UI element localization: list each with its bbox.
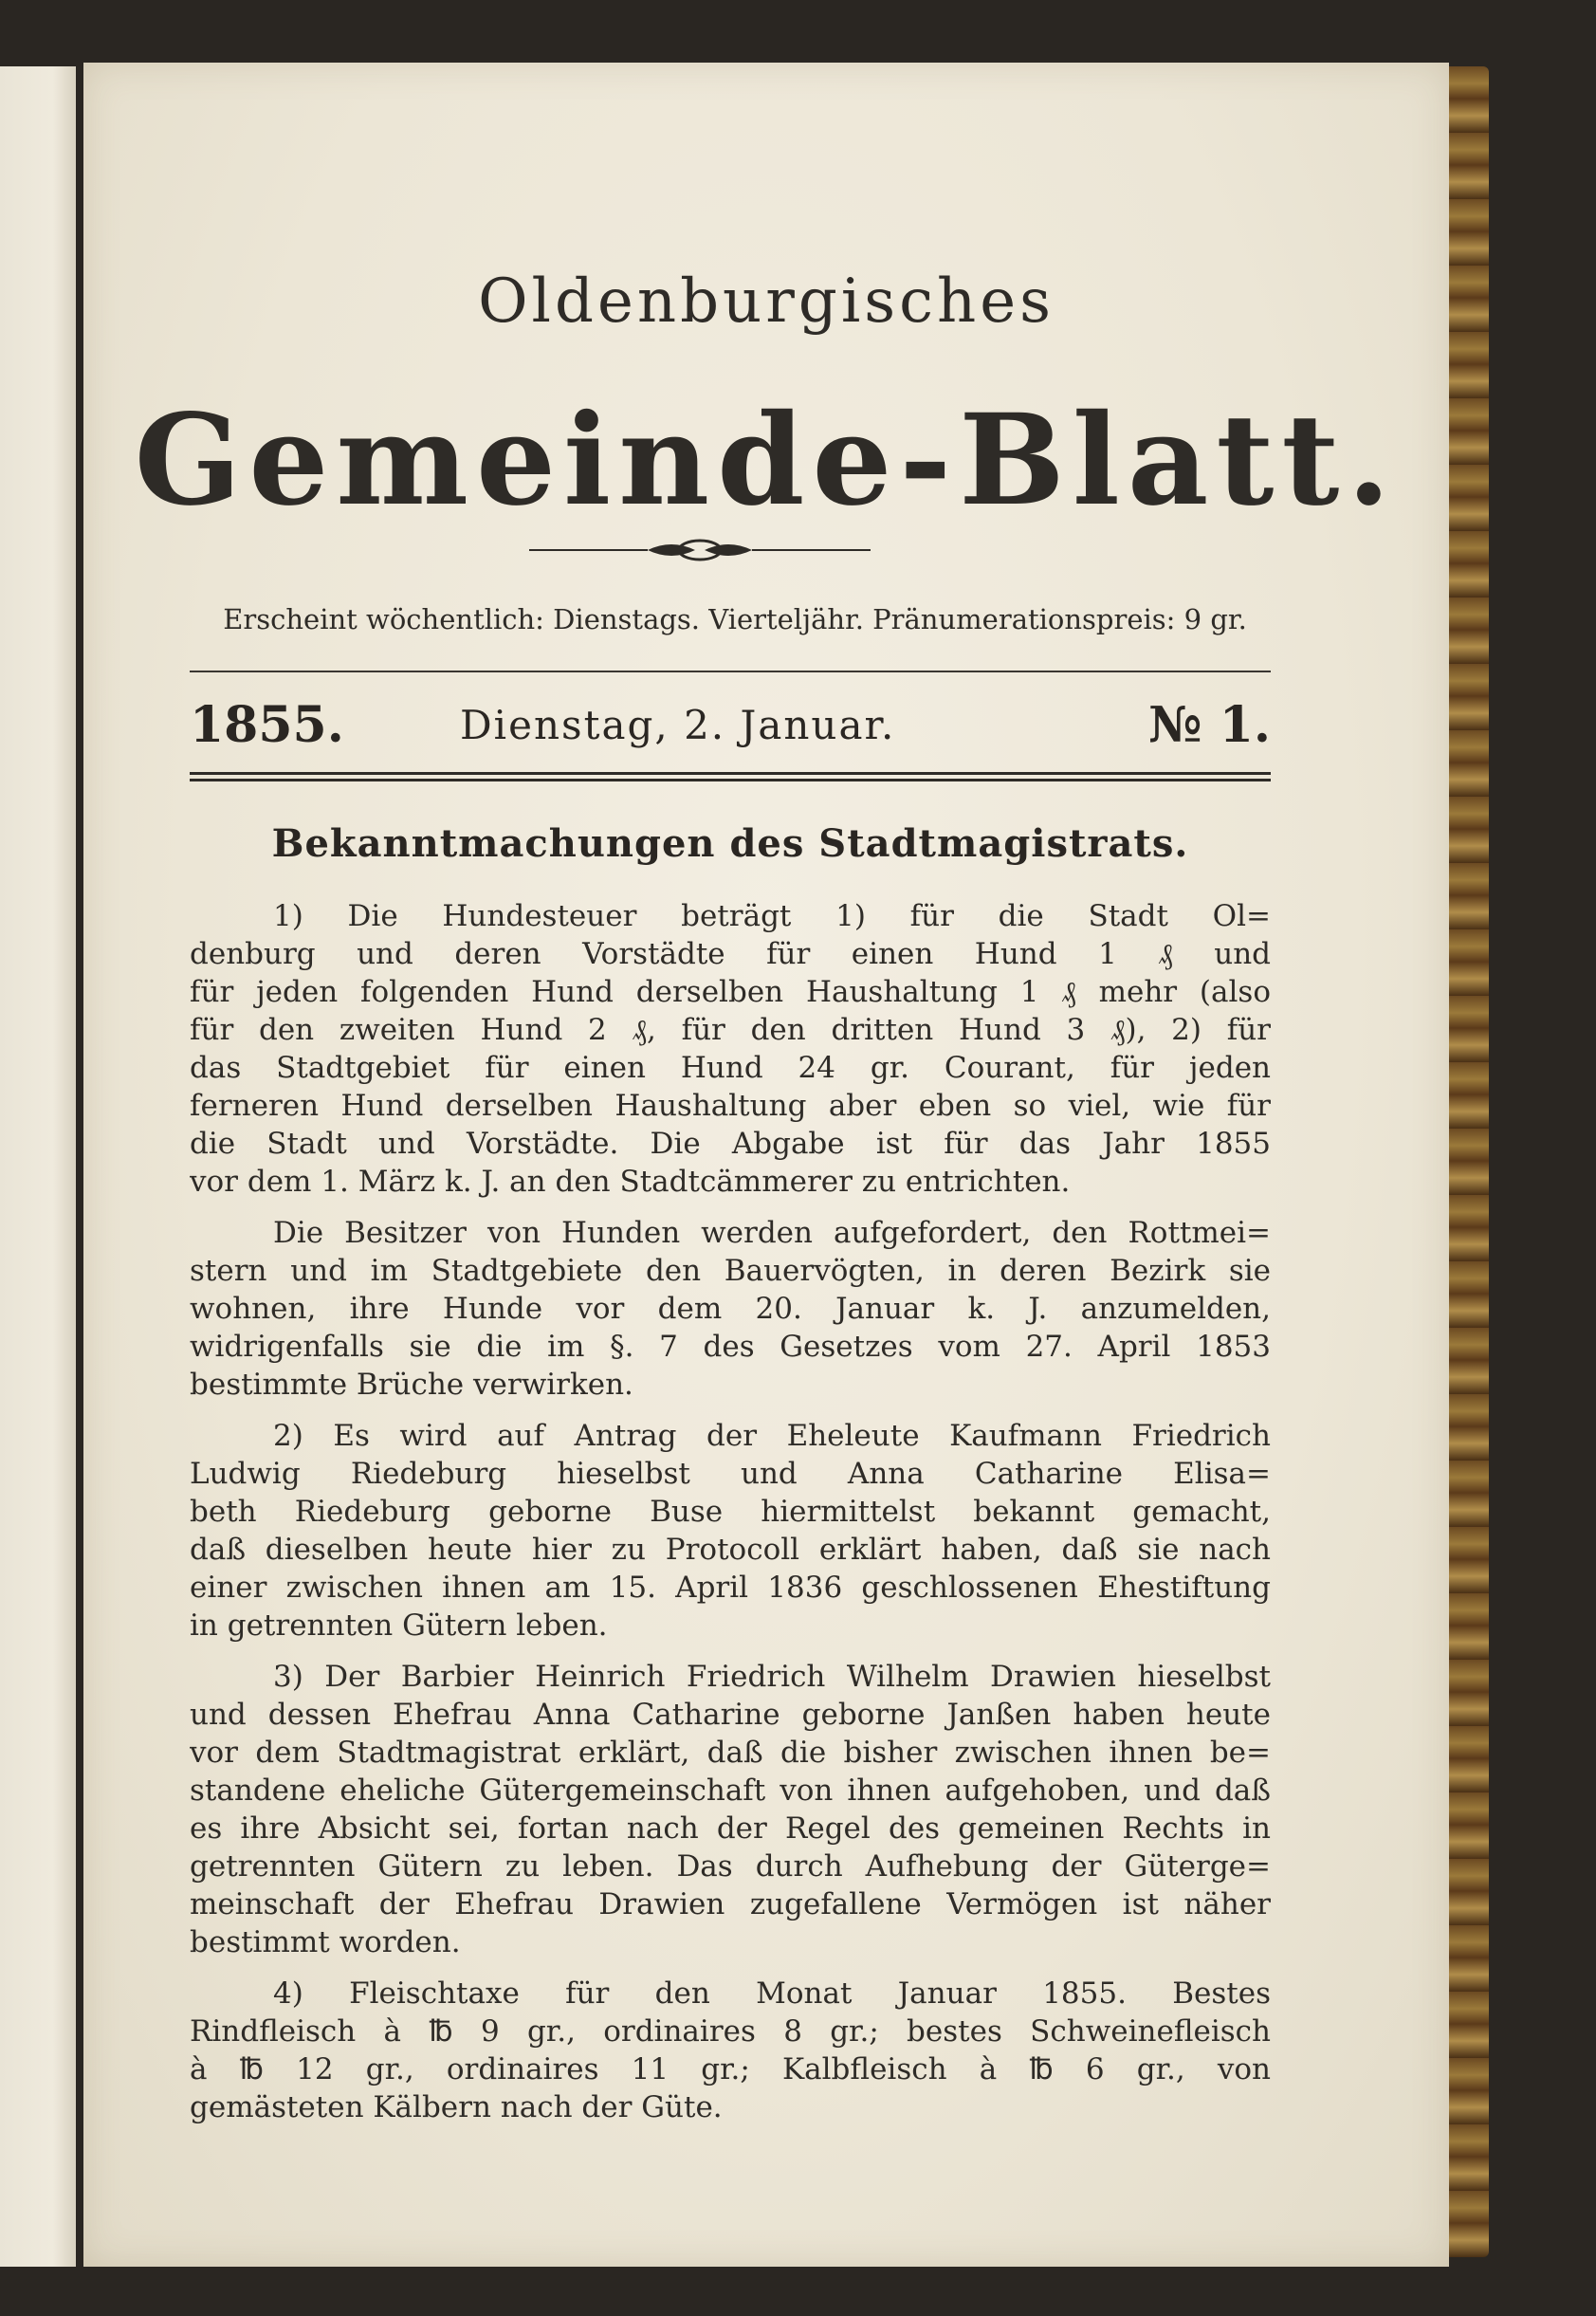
text-line: für den zweiten Hund 2 ₰, für den dritten Hund 3 ₰), 2) für (190, 1013, 1271, 1047)
text-line: denburg und deren Vorstädte für einen Hund 1 ₰ und (190, 937, 1271, 971)
issue-date: Dienstag, 2. Januar. (460, 702, 896, 748)
text-line: bestimmt worden. (190, 1925, 461, 1959)
paragraph (190, 897, 1271, 1201)
text-line: 2) Es wird auf Antrag der Eheleute Kaufmann Friedrich (273, 1419, 1271, 1453)
text-line: und dessen Ehefrau Anna Catharine geborne Janßen haben heute (190, 1698, 1271, 1732)
text-line: Ludwig Riedeburg hieselbst und Anna Catharine Elisa= (190, 1457, 1271, 1491)
issue-year: 1855. (190, 696, 344, 754)
text-line: gemästeten Kälbern nach der Güte. (190, 2090, 723, 2124)
text-line: meinschaft der Ehefrau Drawien zugefallene Vermögen ist näher (190, 1887, 1271, 1921)
paragraph (190, 1975, 1271, 2126)
top-rule (190, 671, 1271, 672)
text-line: vor dem 1. März k. J. an den Stadtcämmerer zu entrichten. (190, 1165, 1071, 1199)
text-line: getrennten Gütern zu leben. Das durch Aufhebung der Güterge= (190, 1849, 1271, 1884)
double-rule (190, 772, 1271, 781)
paragraph (190, 1658, 1271, 1961)
text-line: widrigenfalls sie die im §. 7 des Gesetzes vom 27. April 1853 (190, 1330, 1271, 1364)
text-line: beth Riedeburg geborne Buse hiermittelst bekannt gemacht, (190, 1495, 1271, 1529)
text-line: vor dem Stadtmagistrat erklärt, daß die bisher zwischen ihnen be= (190, 1736, 1271, 1770)
text-line: in getrennten Gütern leben. (190, 1608, 608, 1643)
text-line: 4) Fleischtaxe für den Monat Januar 1855. Bestes (273, 1976, 1271, 2011)
text-line: daß dieselben heute hier zu Protocoll erklärt haben, daß sie nach (190, 1533, 1271, 1567)
text-line: das Stadtgebiet für einen Hund 24 gr. Courant, für jeden (190, 1051, 1271, 1085)
text-line: 1) Die Hundesteuer beträgt 1) für die Stadt Ol= (273, 899, 1271, 933)
text-line: ferneren Hund derselben Haushaltung aber eben so viel, wie für (190, 1089, 1271, 1123)
paragraph (190, 1214, 1271, 1404)
text-line: die Stadt und Vorstädte. Die Abgabe ist für das Jahr 1855 (190, 1127, 1271, 1161)
text-line: für jeden folgenden Hund derselben Haushaltung 1 ₰ mehr (also (190, 975, 1271, 1009)
text-line: 3) Der Barbier Heinrich Friedrich Wilhelm Drawien hieselbst (273, 1660, 1271, 1694)
masthead-title-big: Gemeinde-Blatt. (134, 387, 1399, 534)
facing-page-edge (0, 66, 76, 2267)
issue-line (190, 696, 1271, 763)
article-body (190, 897, 1271, 2140)
section-heading: Bekanntmachungen des Stadtmagistrats. (271, 821, 1189, 866)
text-line: stern und im Stadtgebiete den Bauervögten, in deren Bezirk sie (190, 1254, 1271, 1288)
text-line: einer zwischen ihnen am 15. April 1836 geschlossenen Ehestiftung (190, 1571, 1271, 1605)
paragraph (190, 1417, 1271, 1645)
text-line: wohnen, ihre Hunde vor dem 20. Januar k. J. anzumelden, (190, 1292, 1271, 1326)
text-line: Die Besitzer von Hunden werden aufgefordert, den Rottmei= (273, 1216, 1271, 1250)
text-line: es ihre Absicht sei, fortan nach der Regel des gemeinen Rechts in (190, 1811, 1271, 1846)
issue-number: № 1. (1148, 696, 1271, 754)
text-line: à ℔ 12 gr., ordinaires 11 gr.; Kalbfleisch à ℔ 6 gr., von (190, 2052, 1271, 2086)
text-line: standene eheliche Gütergemeinschaft von ihnen aufgehoben, und daß (190, 1774, 1271, 1808)
publication-subline: Erscheint wöchentlich: Dienstags. Vierteljähr. Pränumerationspreis: 9 gr. (223, 603, 1247, 635)
text-line: Rindfleisch à ℔ 9 gr., ordinaires 8 gr.; bestes Schweinefleisch (190, 2014, 1271, 2049)
newspaper-page (83, 63, 1449, 2267)
ornament-divider-icon (529, 534, 871, 566)
masthead-title-small: Oldenburgisches (478, 267, 1055, 337)
text-line: bestimmte Brüche verwirken. (190, 1368, 633, 1402)
